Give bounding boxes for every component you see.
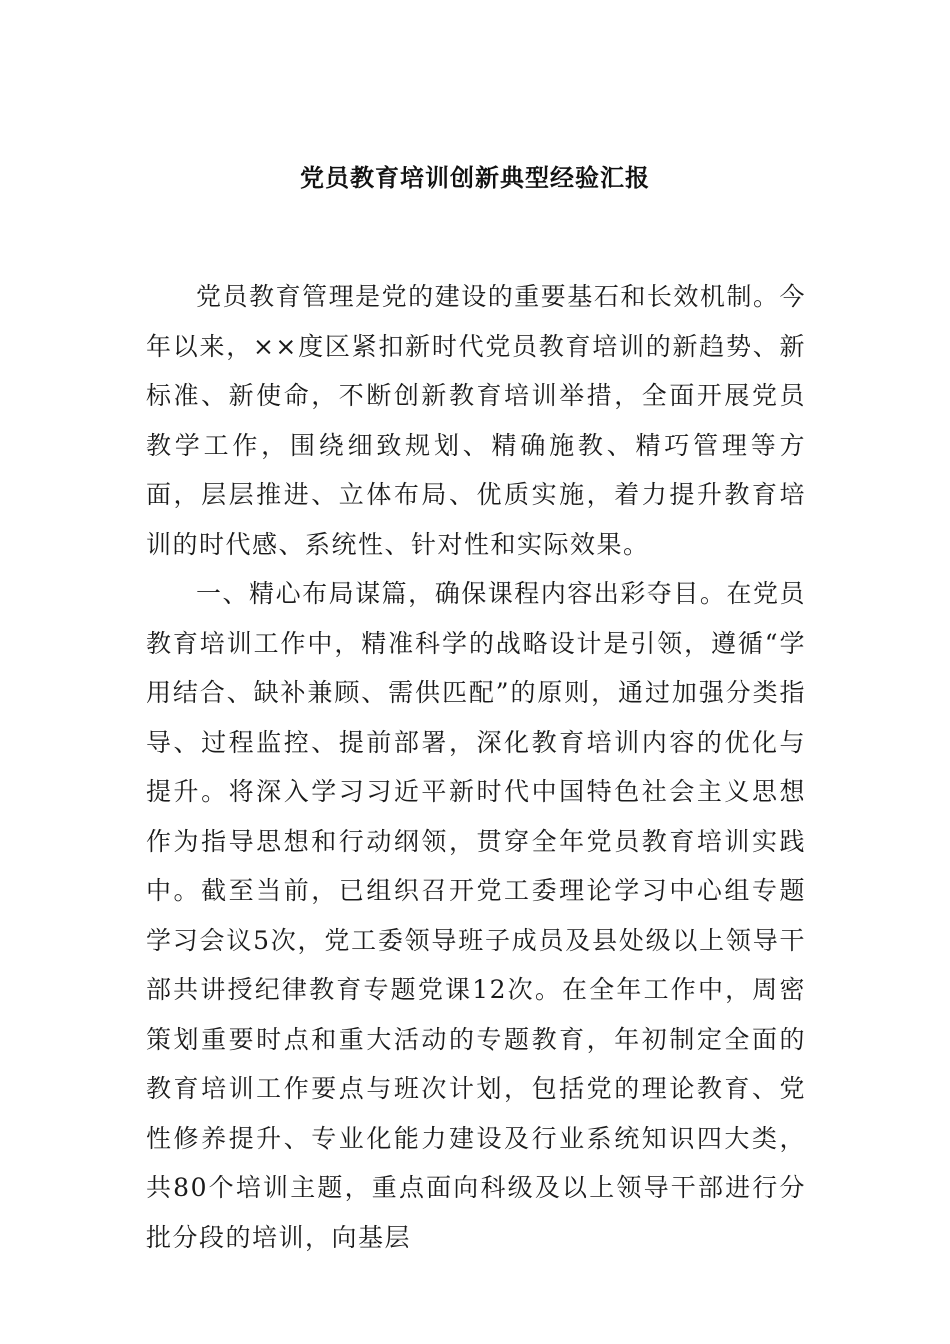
paragraph-intro: 党员教育管理是党的建设的重要基石和长效机制。今年以来，××度区紧扣新时代党员教育培训的新趋势、新标准、新使命，不断创新教育培训举措，全面开展党员教学工作，围绕细致规划、精确施教、精巧管理等方面，层层推进、立体布局、优质实施，着力提升教育培训的时代感、系统性、针对性和实际效果。 bbox=[146, 282, 806, 559]
document-title: 党员教育培训创新典型经验汇报 bbox=[300, 163, 650, 192]
document-body bbox=[146, 272, 806, 1262]
paragraph-section-one: 一、精心布局谋篇，确保课程内容出彩夺目。在党员教育培训工作中，精准科学的战略设计是引领，遵循“学用结合、缺补兼顾、需供匹配”的原则，通过加强分类指导、过程监控、提前部署，深化教育培训内容的优化与提升。将深入学习习近平新时代中国特色社会主义思想作为指导思想和行动纲领，贯穿全年党员教育培训实践中。截至当前，已组织召开党工委理论学习中心组专题学习会议5次，党工委领导班子成员及县处级以上领导干部共讲授纪律教育专题党课12次。在全年工作中，周密策划重要时点和重大活动的专题教育，年初制定全面的教育培训工作要点与班次计划，包括党的理论教育、党性修养提升、专业化能力建设及行业系统知识四大类，共80个培训主题，重点面向科级及以上领导干部进行分批分段的培训，向基层 bbox=[146, 579, 806, 1252]
